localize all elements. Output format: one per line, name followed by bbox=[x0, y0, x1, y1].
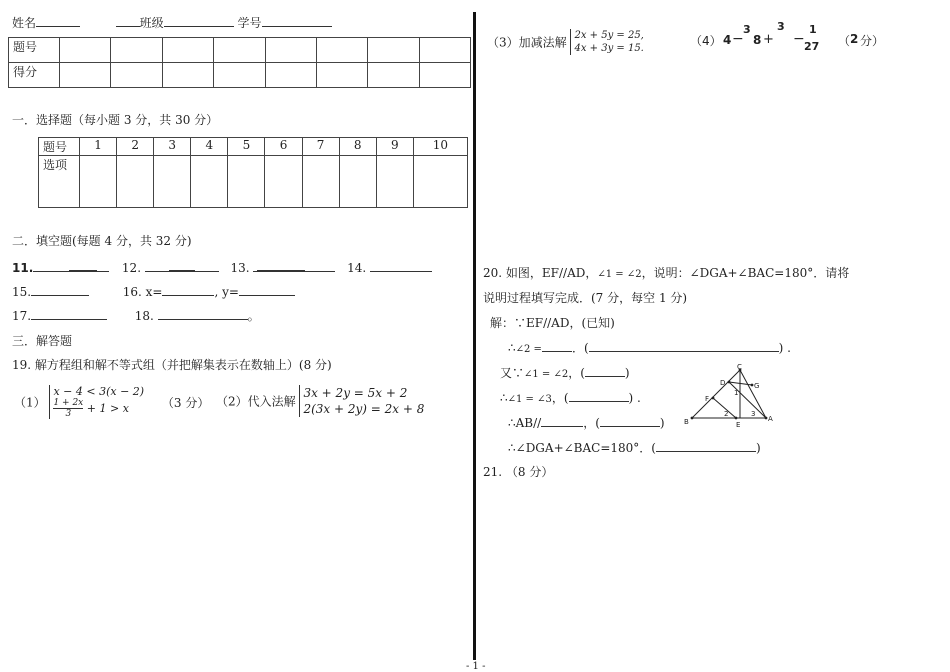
equation-3b: 4x + 3y = 15. bbox=[574, 43, 644, 54]
equation-system-3 bbox=[570, 29, 643, 55]
fill-row-1 bbox=[12, 258, 432, 275]
score-cell[interactable] bbox=[265, 38, 316, 63]
step4-prefix: ∴AB// bbox=[508, 416, 542, 430]
part3 bbox=[487, 29, 644, 55]
q20-step1 bbox=[508, 339, 791, 356]
student-info-line bbox=[12, 14, 332, 31]
score-table-row-label: 题号 bbox=[9, 38, 60, 63]
step1-blank[interactable] bbox=[542, 339, 572, 352]
label-1: 1 bbox=[734, 389, 739, 397]
q18-label: 18. bbox=[134, 309, 154, 323]
step2-open: ，( bbox=[568, 366, 585, 380]
step5-reason-blank[interactable] bbox=[656, 439, 756, 452]
answer-cell[interactable] bbox=[80, 156, 117, 208]
question-number: 6 bbox=[265, 138, 302, 156]
section3-title: 三．解答题 bbox=[12, 334, 73, 348]
section1-title: 一．选择题（每小题 3 分，共 30 分） bbox=[12, 113, 219, 127]
step5-close: ) bbox=[755, 441, 761, 455]
fill-row-2 bbox=[12, 283, 295, 299]
answer-table bbox=[38, 137, 468, 208]
q14-label: 14. bbox=[347, 261, 367, 275]
part4-label: （4） bbox=[690, 34, 722, 48]
score-cell[interactable] bbox=[316, 38, 367, 63]
label-e: E bbox=[736, 421, 741, 429]
p4-score-open: （ bbox=[838, 34, 851, 48]
line-bc bbox=[692, 370, 740, 418]
question-number: 9 bbox=[376, 138, 413, 156]
geometry-figure bbox=[684, 360, 774, 432]
class-prefix-blank bbox=[116, 14, 140, 27]
score-cell[interactable] bbox=[214, 63, 265, 88]
name-blank[interactable] bbox=[36, 14, 80, 27]
score-cell[interactable] bbox=[60, 63, 111, 88]
step3-close: ) . bbox=[628, 391, 641, 405]
q20-step3 bbox=[500, 389, 641, 406]
equation-2: 2(3x + 2y) = 2x + 8 bbox=[303, 402, 425, 416]
id-blank[interactable] bbox=[262, 14, 332, 27]
step4-open: ，( bbox=[583, 416, 600, 430]
score-table bbox=[8, 37, 471, 88]
q20-step5 bbox=[508, 439, 761, 456]
step2-reason-blank[interactable] bbox=[585, 364, 625, 377]
line-da bbox=[729, 382, 766, 418]
q18-period: 。 bbox=[247, 309, 260, 323]
score-cell[interactable] bbox=[111, 38, 162, 63]
question-number: 7 bbox=[302, 138, 339, 156]
answer-cell[interactable] bbox=[228, 156, 265, 208]
q14-blank[interactable] bbox=[370, 259, 432, 272]
step4-reason-blank[interactable] bbox=[600, 414, 660, 427]
name-label: 姓名 bbox=[12, 16, 37, 30]
step1-reason-blank[interactable] bbox=[589, 339, 779, 352]
inequality-system bbox=[49, 385, 144, 419]
q12-blank[interactable] bbox=[169, 258, 195, 272]
p4-radicand: 8 bbox=[753, 33, 762, 47]
answer-cell[interactable] bbox=[376, 156, 413, 208]
question-number: 5 bbox=[228, 138, 265, 156]
part1-label: （1） bbox=[14, 395, 46, 410]
class-blank[interactable] bbox=[164, 14, 234, 27]
label-c: C bbox=[737, 363, 742, 371]
score-cell[interactable] bbox=[419, 38, 470, 63]
class-label: 班级 bbox=[139, 16, 164, 30]
answer-table-row-label: 选项 bbox=[39, 156, 80, 208]
step1-open: ．( bbox=[571, 341, 589, 355]
p4-minus: − bbox=[732, 31, 744, 47]
p4-root-index-2: 3 bbox=[777, 20, 785, 33]
equation-3a: 2x + 5y = 25, bbox=[574, 30, 644, 41]
q17-blank[interactable] bbox=[31, 307, 107, 320]
q17-label: 17. bbox=[12, 309, 32, 323]
label-b: B bbox=[684, 418, 689, 426]
q12-label: 12. bbox=[121, 261, 142, 275]
equation-1: 3x + 2y = 5x + 2 bbox=[303, 386, 408, 400]
q11-blank[interactable] bbox=[97, 259, 109, 272]
step1-close: ) . bbox=[778, 341, 791, 355]
q20-line2: 说明过程填写完成．(7 分，每空 1 分) bbox=[483, 291, 688, 305]
answer-cell[interactable] bbox=[339, 156, 376, 208]
part1-score: （3 分） bbox=[161, 395, 210, 410]
page-divider bbox=[473, 12, 476, 660]
q19-part1 bbox=[14, 385, 209, 419]
therefore-symbol: ∴ bbox=[500, 391, 508, 405]
label-2: 2 bbox=[724, 410, 729, 418]
step4-close: ) bbox=[659, 416, 665, 430]
p4-score-num: 2 bbox=[850, 32, 859, 46]
q16-y-label: , y= bbox=[214, 285, 239, 299]
step2-prefix: 又∵ bbox=[500, 366, 525, 380]
q21-text: 21. （8 分） bbox=[483, 465, 554, 479]
answer-cell[interactable] bbox=[302, 156, 339, 208]
p4-minus-2: − bbox=[793, 31, 805, 47]
q20-instruction: ，说明：∠DGA+∠BAC=180°．请将 bbox=[641, 266, 850, 280]
section2-title: 二．填空题(每题 4 分，共 32 分) bbox=[12, 234, 192, 248]
q11-blank[interactable] bbox=[69, 258, 97, 272]
part2-label: （2）代入法解 bbox=[216, 394, 296, 409]
score-cell[interactable] bbox=[368, 63, 419, 88]
answer-cell[interactable] bbox=[154, 156, 191, 208]
q13-label: 13. bbox=[230, 261, 250, 275]
score-cell[interactable] bbox=[162, 63, 213, 88]
p4-term-4: 4 bbox=[723, 33, 732, 47]
p4-score-text: 分） bbox=[860, 34, 885, 48]
score-table-row-label: 得分 bbox=[9, 63, 60, 88]
q15-blank[interactable] bbox=[31, 283, 89, 296]
answer-cell[interactable] bbox=[191, 156, 228, 208]
question-number: 10 bbox=[413, 138, 467, 156]
q16-label: 16. x= bbox=[122, 285, 163, 299]
step3-angle: ∠1 = ∠3 bbox=[507, 394, 552, 405]
page-number: - 1 - bbox=[466, 661, 486, 672]
label-3: 3 bbox=[751, 410, 756, 418]
step5-prefix: ∴∠DGA+∠BAC=180°．( bbox=[508, 441, 656, 455]
score-cell[interactable] bbox=[214, 38, 265, 63]
question-number: 8 bbox=[339, 138, 376, 156]
step2-angle: ∠1 = ∠2 bbox=[524, 369, 569, 380]
q19-part2 bbox=[216, 385, 424, 417]
q20-angle-condition: ∠1 = ∠2 bbox=[597, 269, 642, 280]
p4-root-index: 3 bbox=[743, 23, 751, 36]
step4-blank[interactable] bbox=[541, 414, 583, 427]
score-cell[interactable] bbox=[162, 38, 213, 63]
q13-blank[interactable] bbox=[257, 258, 305, 272]
q15-label: 15. bbox=[12, 285, 32, 299]
score-cell[interactable] bbox=[419, 63, 470, 88]
p4-frac-den: 27 bbox=[804, 40, 820, 53]
score-cell[interactable] bbox=[111, 63, 162, 88]
score-cell[interactable] bbox=[60, 38, 111, 63]
question-number: 2 bbox=[117, 138, 154, 156]
score-cell[interactable] bbox=[265, 63, 316, 88]
label-f: F bbox=[705, 395, 710, 403]
q20-step0: 解：∵EF//AD，(已知) bbox=[490, 316, 615, 330]
step1-angle: ∠2 = bbox=[515, 344, 542, 355]
part3-label: （3）加减法解 bbox=[487, 35, 567, 50]
score-cell[interactable] bbox=[368, 38, 419, 63]
q20-step2 bbox=[500, 364, 630, 381]
question-number: 3 bbox=[154, 138, 191, 156]
label-g: G bbox=[754, 382, 760, 390]
answer-cell[interactable] bbox=[265, 156, 302, 208]
q11-label: 11. bbox=[12, 261, 34, 275]
label-d: D bbox=[720, 379, 726, 387]
step3-reason-blank[interactable] bbox=[569, 389, 629, 402]
q20-intro: 20. 如图，EF//AD， bbox=[483, 266, 598, 280]
therefore-symbol: ∴ bbox=[508, 341, 516, 355]
step2-close: ) bbox=[624, 366, 630, 380]
q16-x-blank[interactable] bbox=[162, 283, 214, 296]
step3-open: ，( bbox=[551, 391, 569, 405]
question-number: 1 bbox=[80, 138, 117, 156]
q13-blank[interactable] bbox=[305, 259, 335, 272]
answer-cell[interactable] bbox=[117, 156, 154, 208]
q12-blank[interactable] bbox=[195, 259, 219, 272]
answer-table-header-label: 题号 bbox=[39, 138, 80, 156]
fraction-numerator: 1 + 2x bbox=[53, 398, 84, 408]
p4-plus: + bbox=[763, 32, 774, 47]
label-a: A bbox=[768, 415, 773, 423]
fill-row-3 bbox=[12, 307, 260, 324]
equation-system-2 bbox=[299, 385, 424, 417]
q20-line1 bbox=[483, 264, 849, 281]
q18-blank[interactable] bbox=[158, 307, 248, 320]
q16-y-blank[interactable] bbox=[239, 283, 295, 296]
inequality-2-rest: + 1 > x bbox=[86, 402, 129, 415]
inequality-1: x − 4 < 3(x − 2) bbox=[53, 385, 145, 398]
p4-frac-num: 1 bbox=[809, 23, 817, 36]
q12-blank[interactable] bbox=[145, 259, 169, 272]
answer-cell[interactable] bbox=[413, 156, 467, 208]
fraction-denominator: 3 bbox=[65, 409, 72, 419]
q20-step4 bbox=[508, 414, 665, 431]
q19-text: 19. 解方程组和解不等式组（并把解集表示在数轴上）(8 分) bbox=[12, 358, 332, 372]
id-label: 学号 bbox=[237, 16, 262, 30]
score-cell[interactable] bbox=[316, 63, 367, 88]
question-number: 4 bbox=[191, 138, 228, 156]
q11-blank[interactable] bbox=[33, 259, 69, 272]
